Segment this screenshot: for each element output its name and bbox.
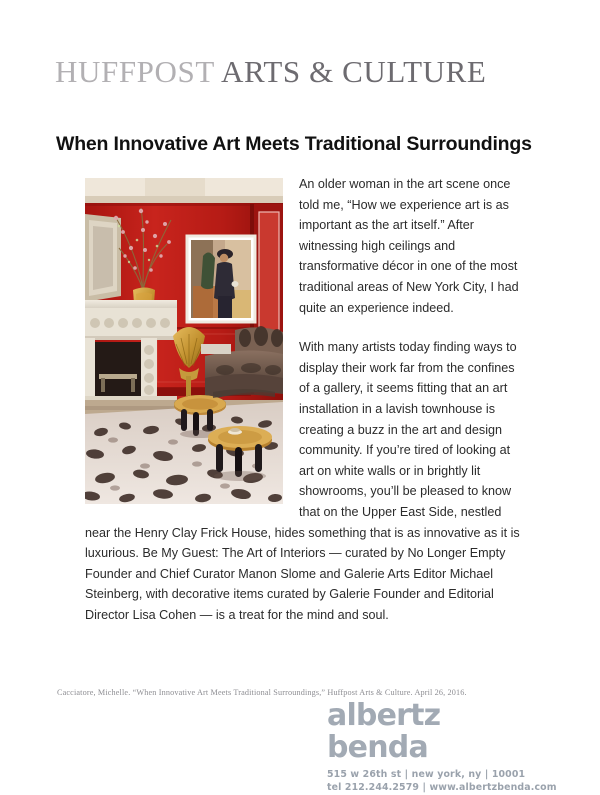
publication-masthead xyxy=(55,56,486,87)
article-paragraph-1: An older woman in the art scene once told me, “How we experience art is as important as the art itself.” After witnessing high ceilings and transformative décor in one of the most traditional areas of New York City, I had quite an experience indeed. xyxy=(299,177,519,315)
gallery-logo-block xyxy=(327,698,557,795)
gallery-website-line: tel 212.244.2579 | www.albertzbenda.com xyxy=(327,781,557,793)
article-headline: When Innovative Art Meets Traditional Surroundings xyxy=(56,133,532,156)
gallery-address-line-1: 515 w 26th st | new york, ny | 10001 xyxy=(327,769,526,780)
interior-photo-illustration xyxy=(85,178,283,504)
article-body xyxy=(85,174,521,625)
masthead-brand: HUFFPOST xyxy=(55,54,215,89)
gallery-address xyxy=(327,769,557,795)
article-photograph xyxy=(85,178,283,504)
masthead-section: ARTS & CULTURE xyxy=(220,54,487,89)
article-paragraph-2: With many artists today finding ways to display their work far from the confines of a gallery, it seems fitting that an art installation in a lavish townhouse is creating a buzz in the art and design community. If you’re tired of looking at art on white walls or in brightly lit showrooms, you’ll be pleased to know that on the Upper East Side, nestled near the Henry Clay Frick House, hides something that is as innovative as it is luxurious. Be My Guest: The Art of Interiors — curated by No Longer Empty Founder and Chief Curator Manon Slome and Galerie Arts Editor Michael Steinberg, with decorative items curated by Galerie Founder and Editorial Director Lisa Cohen — is a treat for the mind and soul. xyxy=(85,340,520,622)
source-citation: Cacciatore, Michelle. “When Innovative Art Meets Traditional Surroundings,” Huffpost Arts & Culture. April 26, 2016. xyxy=(57,688,467,697)
gallery-logo-wordmark: albertz benda xyxy=(327,698,441,765)
